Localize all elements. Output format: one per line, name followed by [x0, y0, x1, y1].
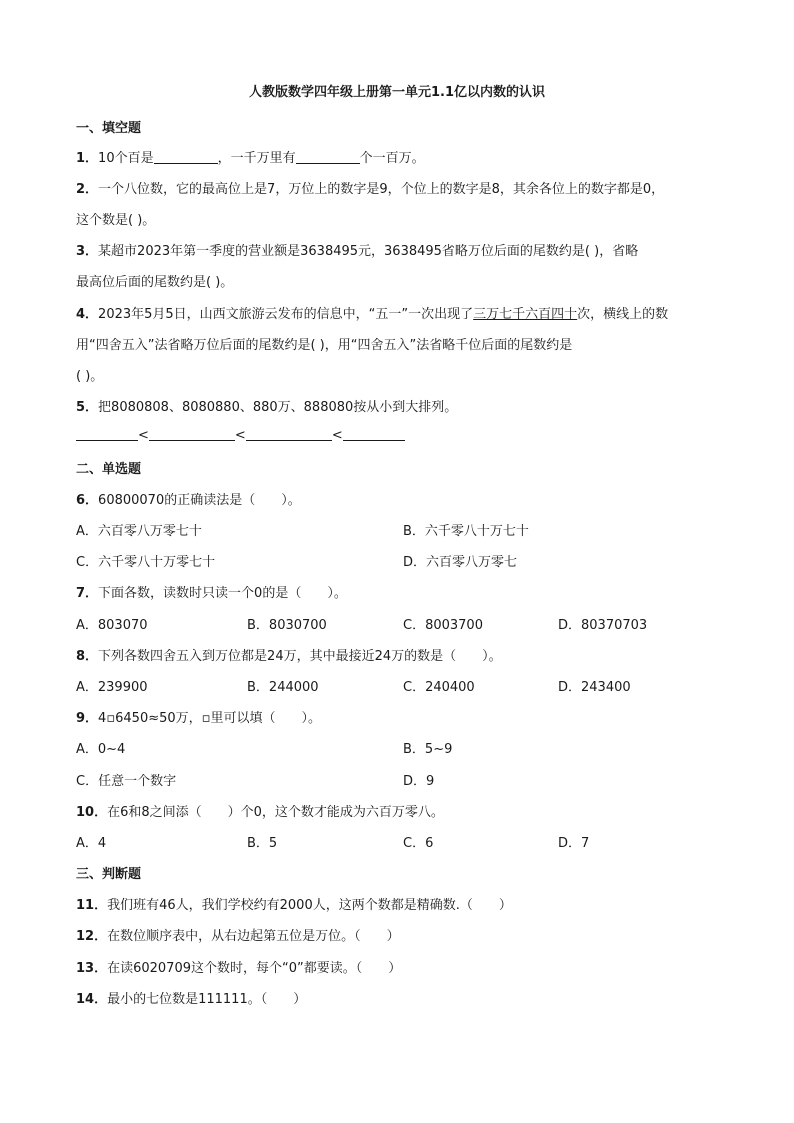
question-text: 次，横线上的数 [577, 307, 669, 322]
question-text: 下列各数四舍五入到万位都是24万，其中最接近24万的数是（ ）。 [98, 649, 502, 664]
option-c[interactable]: C．任意一个数字 [76, 774, 177, 789]
question-7 [76, 582, 347, 601]
question-text: 60800070的正确读法是（ ）。 [98, 493, 301, 508]
question-text: 个一百万。 [359, 151, 425, 166]
option-c[interactable]: C．240400 [403, 680, 475, 695]
question-14 [76, 988, 306, 1007]
question-4-line-3: ( )。 [76, 369, 104, 384]
section-single-choice: 二、单选题 [76, 462, 142, 477]
question-2-line-2: 这个数是( )。 [76, 213, 156, 228]
question-text: 最小的七位数是111111。（ ） [107, 992, 307, 1007]
option-b[interactable]: B．六千零八十万七十 [403, 524, 529, 539]
question-text: 在数位顺序表中，从右边起第五位是万位。（ ） [107, 929, 400, 944]
question-text: 一个八位数，它的最高位上是7，万位上的数字是9，个位上的数字是8，其余各位上的数字都是0， [98, 182, 665, 197]
question-text: 某超市2023年第一季度的营业额是3638495元，3638495省略万位后面的尾数约是( )，省略 [98, 244, 639, 259]
question-12 [76, 925, 400, 944]
question-6 [76, 489, 301, 508]
question-1 [76, 147, 425, 166]
question-number: 3． [76, 244, 99, 259]
question-number: 14． [76, 992, 108, 1007]
question-text: 2023年5月5日，山西文旅游云发布的信息中，“五一”一次出现了 [98, 307, 474, 322]
question-number: 9． [76, 711, 99, 726]
question-text: 把8080808、8080880、880万、888080按从小到大排列。 [98, 400, 458, 415]
option-d[interactable]: D．7 [558, 836, 590, 851]
answer-blank[interactable] [76, 427, 138, 441]
option-d[interactable]: D．六百零八万零七 [403, 555, 518, 570]
answer-blank[interactable] [296, 150, 360, 164]
page-title: 人教版数学四年级上册第一单元1.1亿以内数的认识 [248, 85, 546, 100]
question-4 [76, 303, 668, 322]
option-c[interactable]: C．六千零八十万零七十 [76, 555, 216, 570]
question-3-line-2: 最高位后面的尾数约是( )。 [76, 275, 234, 290]
option-a[interactable]: A．0~4 [76, 742, 126, 757]
question-text: 在6和8之间添（ ）个0，这个数才能成为六百万零八。 [107, 805, 444, 820]
ordering-blanks [76, 427, 405, 443]
question-text: 在读6020709这个数时，每个“0”都要读。（ ） [107, 961, 402, 976]
less-than-sign: < [331, 428, 343, 443]
question-text: ，一千万里有 [217, 151, 296, 166]
answer-blank[interactable] [246, 427, 332, 441]
question-text: 下面各数，读数时只读一个0的是（ ）。 [98, 586, 347, 601]
question-4-line-2: 用“四舍五入”法省略万位后面的尾数约是( )，用“四舍五入”法省略千位后面的尾数约是 [76, 338, 573, 353]
question-13 [76, 957, 401, 976]
question-text: 我们班有46人，我们学校约有2000人，这两个数都是精确数.（ ） [107, 898, 512, 913]
question-number: 6． [76, 493, 99, 508]
question-number: 13． [76, 961, 108, 976]
option-d[interactable]: D．243400 [558, 680, 631, 695]
question-5 [76, 396, 457, 415]
option-c[interactable]: C．8003700 [403, 618, 483, 633]
option-b[interactable]: B．5 [247, 836, 278, 851]
underlined-number: 三万七千六百四十 [473, 307, 578, 322]
option-a[interactable]: A．239900 [76, 680, 148, 695]
option-c[interactable]: C．6 [403, 836, 434, 851]
question-10 [76, 801, 444, 820]
question-number: 11． [76, 898, 108, 913]
question-number: 12． [76, 929, 108, 944]
question-9 [76, 707, 321, 726]
question-number: 2． [76, 182, 99, 197]
question-number: 8． [76, 649, 99, 664]
section-fill-in: 一、填空题 [76, 121, 142, 136]
question-text: 10个百是 [98, 151, 154, 166]
question-number: 5． [76, 400, 99, 415]
less-than-sign: < [138, 428, 149, 443]
option-a[interactable]: A．六百零八万零七十 [76, 524, 202, 539]
option-a[interactable]: A．803070 [76, 618, 148, 633]
question-number: 4． [76, 307, 99, 322]
option-a[interactable]: A．4 [76, 836, 107, 851]
option-b[interactable]: B．244000 [247, 680, 319, 695]
answer-blank[interactable] [343, 427, 405, 441]
answer-blank[interactable] [149, 427, 235, 441]
question-8 [76, 645, 502, 664]
question-number: 7． [76, 586, 99, 601]
question-11 [76, 894, 512, 913]
answer-blank[interactable] [154, 150, 218, 164]
question-number: 1． [76, 151, 99, 166]
section-true-false: 三、判断题 [76, 867, 142, 882]
question-number: 10． [76, 805, 108, 820]
option-b[interactable]: B．8030700 [247, 618, 327, 633]
question-2 [76, 178, 664, 197]
question-text: 4▫6450≈50万，▫里可以填（ ）。 [98, 711, 321, 726]
option-d[interactable]: D．80370703 [558, 618, 648, 633]
option-b[interactable]: B．5~9 [403, 742, 453, 757]
less-than-sign: < [234, 428, 246, 443]
question-3 [76, 240, 638, 259]
option-d[interactable]: D．9 [403, 774, 435, 789]
